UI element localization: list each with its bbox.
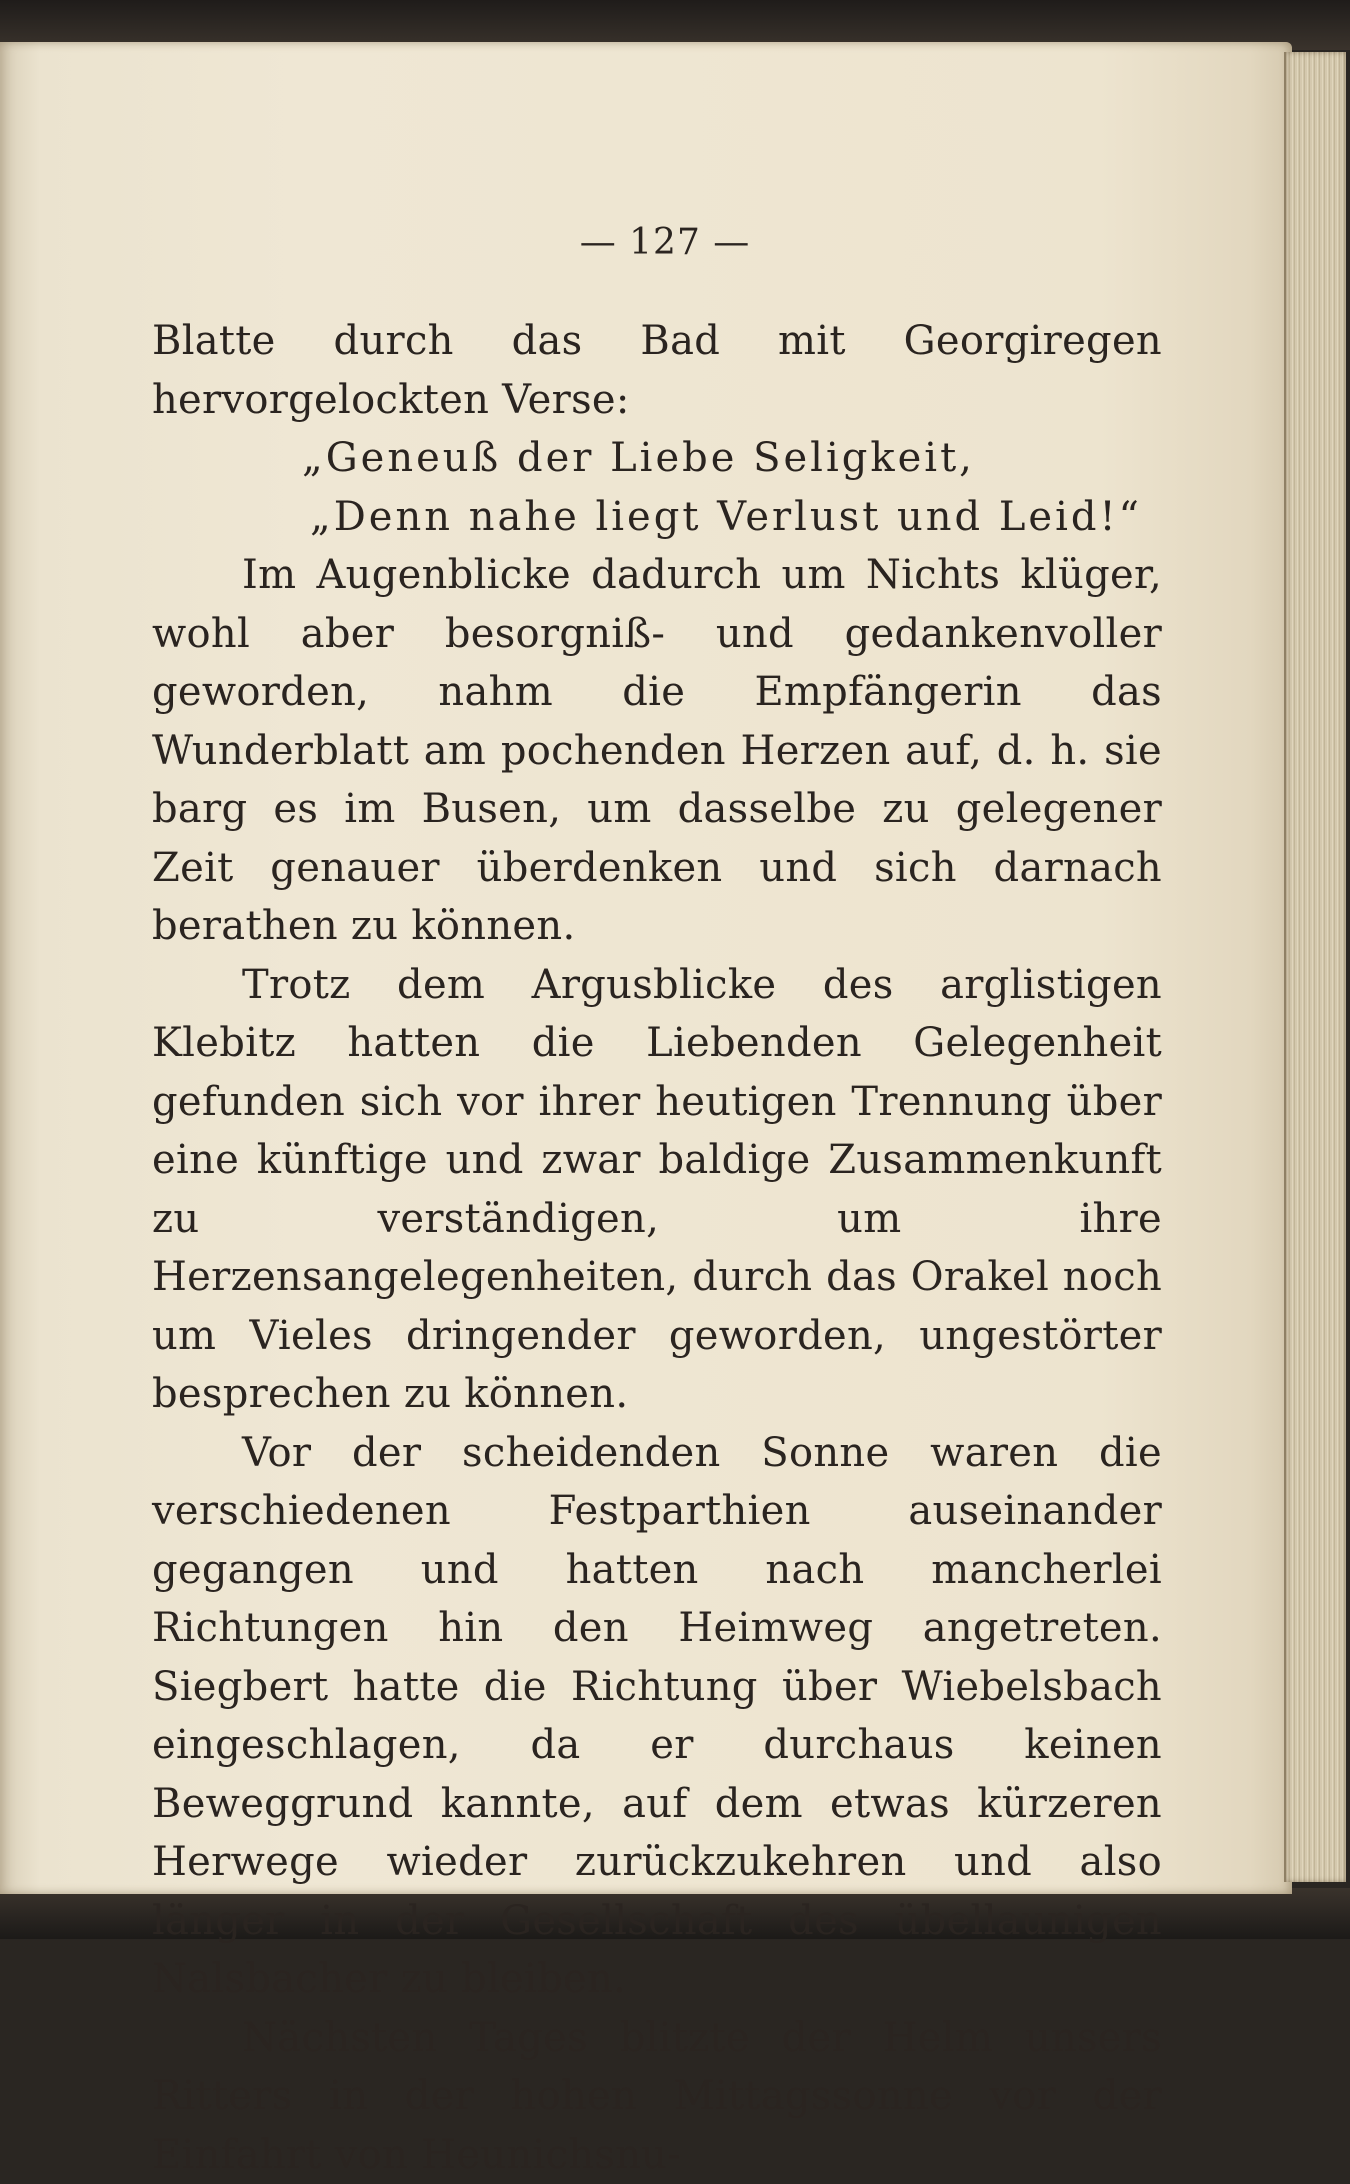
verse-line-2: „Denn nahe liegt Verlust und Leid!“ (302, 488, 1162, 547)
paragraph-2: Trotz dem Argusblicke des arglistigen Klebitz hatten die Liebenden Gelegenheit gefunden sich vor ihrer heutigen Trennung über eine künftige und zwar baldige Zusammenkunft zu verständigen, um ihre Herzensangelegenheiten, durch das Orakel noch um Vieles dringender geworden, ungestörter besprechen zu können. (152, 956, 1162, 1424)
page-text (152, 312, 1162, 2184)
page-number: — 127 — (0, 222, 1330, 263)
paragraph-continuation: Blatte durch das Bad mit Georgiregen hervorgelockten Verse: (152, 312, 1162, 429)
verse-quote (152, 429, 1162, 546)
book-page-edges (1284, 52, 1346, 1882)
paragraph-4: Nächsten Tages blitzte der Helm unsers Ritters in der hohen Mittagssonne vor der Einfahrt von Heunichsnu- (152, 2009, 1162, 2184)
paragraph-3: Vor der scheidenden Sonne waren die verschiedenen Festparthien auseinander gegangen und hatten nach mancherlei Richtungen hin den Heimweg angetreten. Siegbert hatte die Richtung über Wiebelsbach eingeschlagen, da er durchaus keinen Beweggrund kannte, auf dem etwas kürzeren Herwege wieder zurückzukehren und also länger in der Gesellschaft des übellaunigen Nalsbacher zu bleiben. (152, 1424, 1162, 2009)
verse-line-1: „Geneuß der Liebe Seligkeit, (302, 429, 1162, 488)
paragraph-1: Im Augenblicke dadurch um Nichts klüger, wohl aber besorgniß- und gedankenvoller geworden, nahm die Empfängerin das Wunderblatt am pochenden Herzen auf, d. h. sie barg es im Busen, um dasselbe zu gelegener Zeit genauer überdenken und sich darnach berathen zu können. (152, 546, 1162, 956)
book-page (0, 42, 1292, 1894)
